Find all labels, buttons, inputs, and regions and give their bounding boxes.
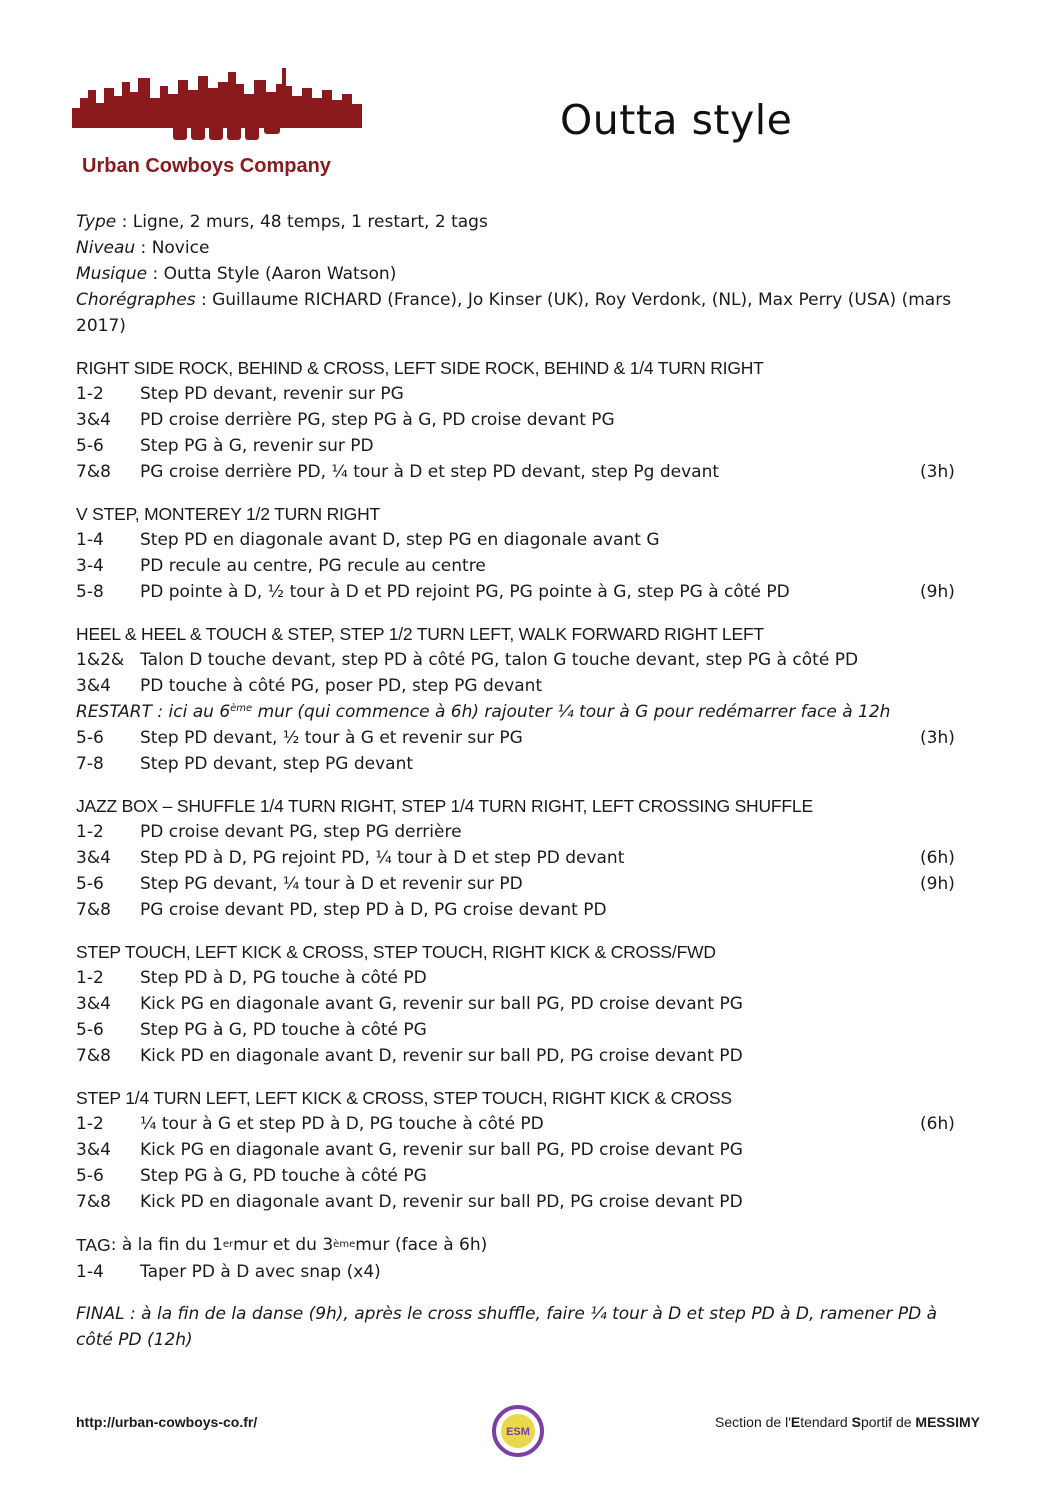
step-row: [76, 553, 976, 579]
step-row: [76, 751, 976, 777]
step-direction: (6h): [920, 1114, 955, 1134]
step-description: PG croise devant PD, step PD à D, PG croise devant PD: [140, 900, 607, 920]
step-description: Step PD à D, PG touche à côté PD: [140, 968, 427, 988]
step-description: Talon D touche devant, step PD à côté PG, talon G touche devant, step PG à côté PD: [140, 650, 859, 670]
step-row: [76, 527, 976, 553]
step-section: [76, 939, 976, 1069]
meta-value: : Outta Style (Aaron Watson): [147, 264, 397, 284]
step-direction: (3h): [920, 728, 955, 748]
meta-label: Chorégraphes: [76, 290, 196, 310]
step-count: 1-4: [76, 1262, 104, 1282]
step-description: Step PD devant, step PG devant: [140, 754, 414, 774]
step-row: [76, 819, 976, 845]
step-row: [76, 1163, 976, 1189]
section-title: V STEP, MONTEREY 1/2 TURN RIGHT: [76, 504, 381, 524]
step-count: 1&2&: [76, 650, 125, 670]
step-description: Kick PG en diagonale avant G, revenir sur ball PG, PD croise devant PG: [140, 994, 743, 1014]
step-section: [76, 793, 976, 923]
step-direction: (9h): [920, 582, 955, 602]
step-count: 3-4: [76, 556, 104, 576]
restart-note-sup: ème: [230, 703, 253, 714]
meta-label: Type: [76, 212, 117, 232]
meta-value: : Ligne, 2 murs, 48 temps, 1 restart, 2 tags: [116, 212, 488, 232]
step-section: [76, 621, 976, 777]
section-title: HEEL & HEEL & TOUCH & STEP, STEP 1/2 TURN LEFT, WALK FORWARD RIGHT LEFT: [76, 624, 764, 644]
final-note: FINAL : à la fin de la danse (9h), après le cross shuffle, faire ¼ tour à D et step PD à D, ramener PD à côté PD (12h): [76, 1304, 938, 1350]
step-row: [76, 579, 976, 605]
step-count: 5-6: [76, 1166, 104, 1186]
step-count: 5-6: [76, 874, 104, 894]
step-row: [76, 1259, 976, 1285]
step-count: 5-6: [76, 728, 104, 748]
step-description: Step PG à G, PD touche à côté PG: [140, 1020, 427, 1040]
footer-text: S: [851, 1414, 861, 1430]
step-section: [76, 501, 976, 605]
step-description: Step PD en diagonale avant D, step PG en diagonale avant G: [140, 530, 660, 550]
meta-label: Niveau: [76, 238, 136, 258]
step-row: [76, 845, 976, 871]
footer-text: tendard: [800, 1414, 852, 1430]
step-count: 7&8: [76, 462, 111, 482]
step-row: [76, 1017, 976, 1043]
step-row: [76, 965, 976, 991]
step-row: [76, 673, 976, 699]
step-count: 3&4: [76, 1140, 111, 1160]
step-description: PD croise devant PG, step PG derrière: [140, 822, 462, 842]
tag-text-3: mur (face à 6h): [355, 1235, 488, 1255]
dance-sheet: [76, 209, 976, 1353]
meta-line: [76, 287, 976, 339]
step-sections: [76, 355, 976, 1215]
step-description: Kick PD en diagonale avant D, revenir sur ball PD, PG croise devant PD: [140, 1192, 743, 1212]
esm-badge-text: ESM: [506, 1426, 530, 1438]
step-description: PD touche à côté PG, poser PD, step PG devant: [140, 676, 543, 696]
footer-organization: [715, 1414, 980, 1430]
meta-info: [76, 209, 976, 339]
meta-value: : Novice: [135, 238, 210, 258]
step-count: 3&4: [76, 676, 111, 696]
step-count: 5-6: [76, 1020, 104, 1040]
step-count: 7&8: [76, 1046, 111, 1066]
meta-line: [76, 209, 976, 235]
meta-value: : Guillaume RICHARD (France), Jo Kinser (UK), Roy Verdonk, (NL), Max Perry (USA) (mars 2017): [76, 290, 952, 336]
footer-text: MESSIMY: [915, 1414, 980, 1430]
step-description: Step PG à G, revenir sur PD: [140, 436, 374, 456]
tag-text-2: mur et du 3: [233, 1235, 334, 1255]
footer-text: E: [790, 1414, 801, 1430]
step-description: Step PG devant, ¼ tour à D et revenir sur PD: [140, 874, 523, 894]
step-count: 1-2: [76, 1114, 104, 1134]
step-row: [76, 991, 976, 1017]
step-count: 7&8: [76, 900, 111, 920]
step-description: PG croise derrière PD, ¼ tour à D et step PD devant, step Pg devant: [140, 462, 720, 482]
step-count: 3&4: [76, 848, 111, 868]
step-section: [76, 355, 976, 485]
step-description: Taper PD à D avec snap (x4): [140, 1262, 381, 1282]
step-count: 7&8: [76, 1192, 111, 1212]
step-description: ¼ tour à G et step PD à D, PG touche à côté PD: [140, 1114, 544, 1134]
step-row: [76, 897, 976, 923]
section-title: STEP TOUCH, LEFT KICK & CROSS, STEP TOUCH, RIGHT KICK & CROSS/FWD: [76, 942, 716, 962]
step-count: 1-2: [76, 968, 104, 988]
section-title: JAZZ BOX – SHUFFLE 1/4 TURN RIGHT, STEP 1/4 TURN RIGHT, LEFT CROSSING SHUFFLE: [76, 796, 813, 816]
step-row: [76, 433, 976, 459]
step-section: [76, 1085, 976, 1215]
step-direction: (3h): [920, 462, 955, 482]
step-row: [76, 725, 976, 751]
step-count: 1-2: [76, 384, 104, 404]
step-row: [76, 381, 976, 407]
step-count: 5-6: [76, 436, 104, 456]
step-count: 5-8: [76, 582, 104, 602]
step-count: 3&4: [76, 994, 111, 1014]
esm-badge: [491, 1404, 545, 1458]
step-description: Step PD devant, revenir sur PG: [140, 384, 404, 404]
step-description: PD pointe à D, ½ tour à D et PD rejoint PG, PG pointe à G, step PG à côté PD: [140, 582, 790, 602]
tag-label: TAG: [76, 1235, 111, 1255]
section-title: RIGHT SIDE ROCK, BEHIND & CROSS, LEFT SIDE ROCK, BEHIND & 1/4 TURN RIGHT: [76, 358, 764, 378]
step-row: [76, 1043, 976, 1069]
step-count: 3&4: [76, 410, 111, 430]
step-description: PD croise derrière PG, step PG à G, PD croise devant PG: [140, 410, 615, 430]
step-row: [76, 871, 976, 897]
footer-text: Section de l': [715, 1414, 791, 1430]
section-title: STEP 1/4 TURN LEFT, LEFT KICK & CROSS, STEP TOUCH, RIGHT KICK & CROSS: [76, 1088, 732, 1108]
step-count: 1-4: [76, 530, 104, 550]
step-count: 7-8: [76, 754, 104, 774]
meta-line: [76, 235, 976, 261]
step-row: [76, 1111, 976, 1137]
restart-note: [76, 699, 976, 725]
meta-label: Musique: [76, 264, 148, 284]
tag-section: TAG : à la fin du 1 er mur et du 3 ème mur (face à 6h) 1-4 Taper PD à D avec snap (x4): [76, 1231, 976, 1285]
step-row: [76, 1189, 976, 1215]
meta-line: [76, 261, 976, 287]
step-row: [76, 647, 976, 673]
step-description: Kick PD en diagonale avant D, revenir sur ball PD, PG croise devant PD: [140, 1046, 743, 1066]
step-description: Step PG à G, PD touche à côté PG: [140, 1166, 427, 1186]
step-row: [76, 1137, 976, 1163]
website-link[interactable]: http://urban-cowboys-co.fr/: [76, 1414, 258, 1430]
restart-note-before: RESTART : ici au 6: [76, 702, 231, 722]
step-description: Step PD devant, ½ tour à G et revenir sur PG: [140, 728, 523, 748]
step-description: Kick PG en diagonale avant G, revenir sur ball PG, PD croise devant PG: [140, 1140, 743, 1160]
restart-note-after: mur (qui commence à 6h) rajouter ¼ tour à G pour redémarrer face à 12h: [252, 702, 891, 722]
footer-text: portif de: [860, 1414, 916, 1430]
step-row: [76, 407, 976, 433]
step-direction: (6h): [920, 848, 955, 868]
step-count: 1-2: [76, 822, 104, 842]
step-row: [76, 459, 976, 485]
step-description: PD recule au centre, PG recule au centre: [140, 556, 486, 576]
tag-text-1: : à la fin du 1: [110, 1235, 223, 1255]
step-description: Step PD à D, PG rejoint PD, ¼ tour à D et step PD devant: [140, 848, 625, 868]
page-title: Outta style: [560, 96, 793, 144]
step-direction: (9h): [920, 874, 955, 894]
company-name: Urban Cowboys Company: [82, 155, 331, 177]
